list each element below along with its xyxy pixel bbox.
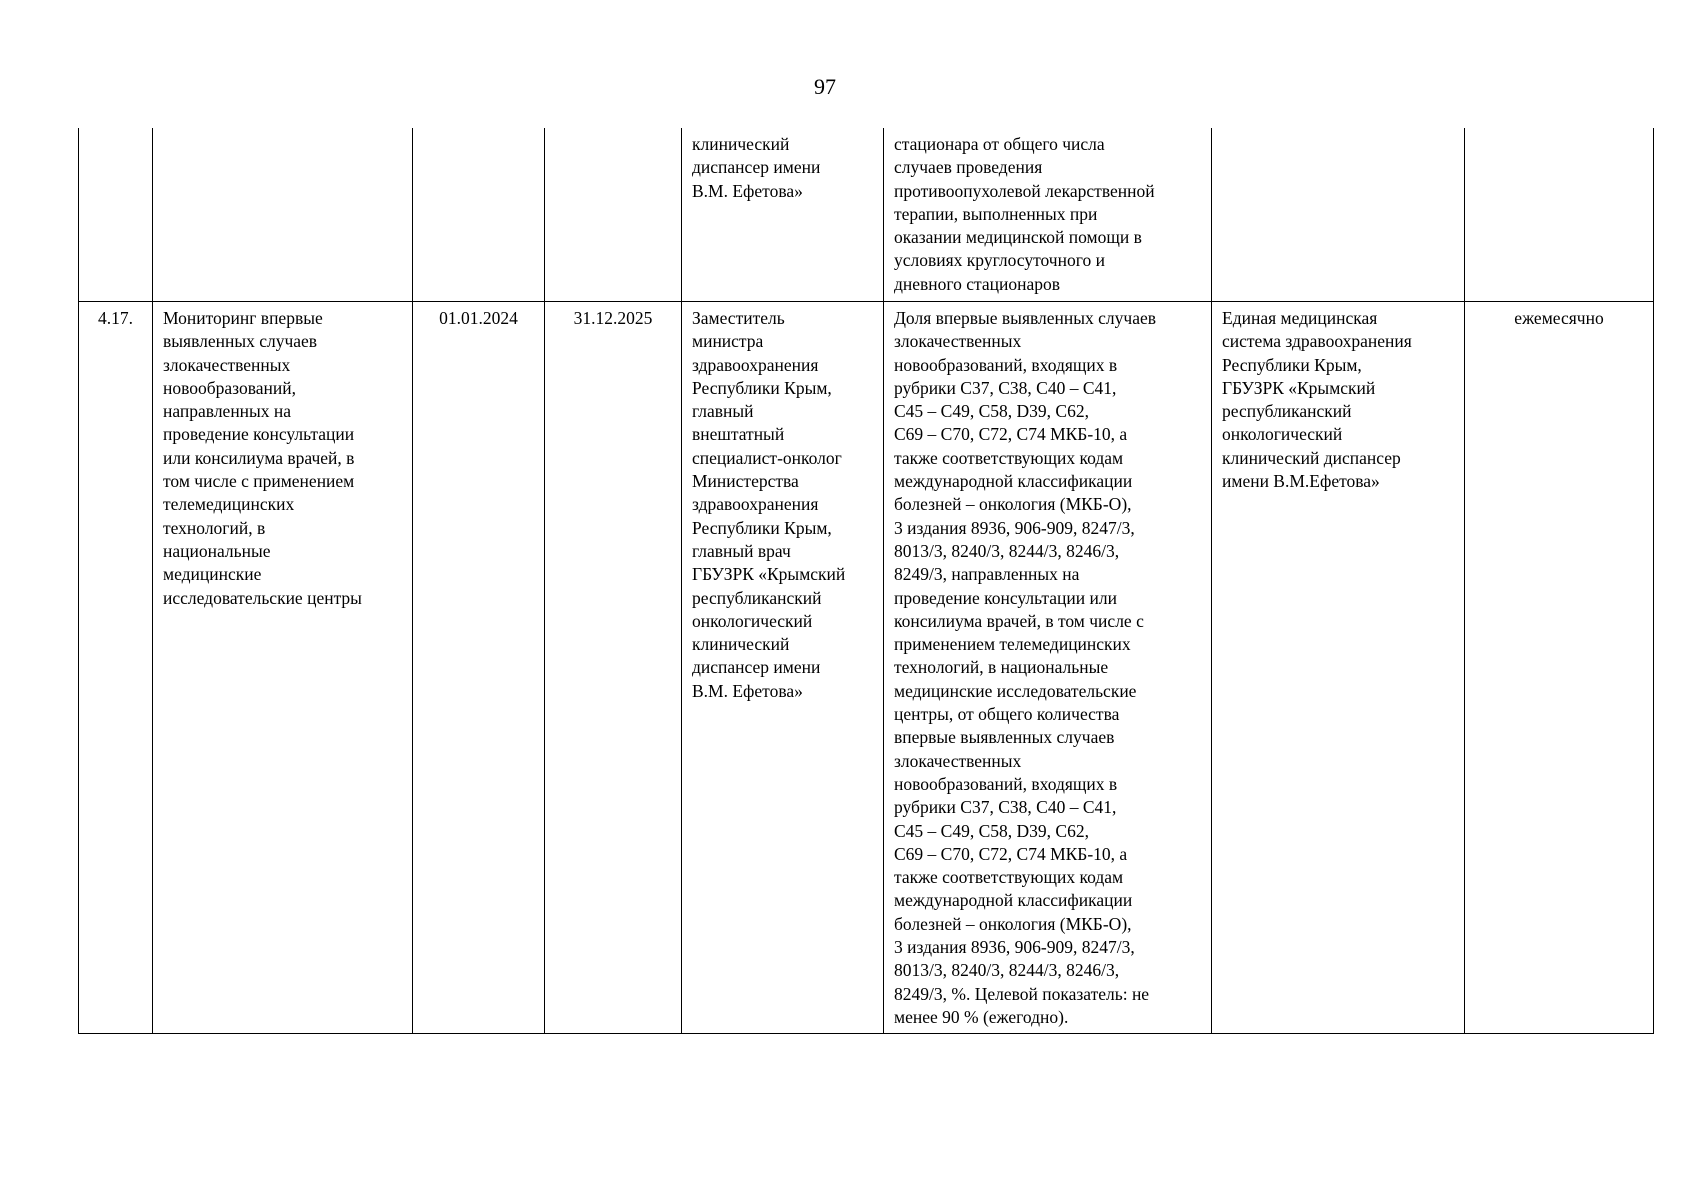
- text-line: международной классификации: [894, 471, 1133, 492]
- text-line: С45 – С49, С58, D39, С62,: [894, 820, 1089, 841]
- cell-number: [79, 128, 153, 302]
- text-line: диспансер имени: [692, 157, 821, 178]
- text-line: Республики Крым,: [692, 377, 832, 398]
- text-line: 3 издания 8936, 906-909, 8247/3,: [894, 517, 1135, 538]
- text-line: центры, от общего количества: [894, 704, 1120, 725]
- cell-number: 4.17.: [79, 302, 153, 1034]
- cell-indicator: [884, 302, 1212, 1034]
- cell-indicator: [884, 128, 1212, 302]
- text-line: условиях круглосуточного и: [894, 250, 1105, 271]
- cell-event: [153, 302, 413, 1034]
- text-line: проведение консультации или: [894, 587, 1117, 608]
- text-line: здравоохранения: [692, 494, 819, 515]
- text-line: С69 – С70, С72, С74 МКБ-10, а: [894, 424, 1128, 445]
- text-line: злокачественных: [894, 750, 1022, 771]
- text-line: министра: [692, 331, 764, 352]
- text-line: специалист-онколог: [692, 447, 842, 468]
- text-line: телемедицинских: [163, 494, 295, 515]
- table-body: [79, 128, 1654, 1034]
- text-line: В.М. Ефетова»: [692, 680, 803, 701]
- text-line: 8249/3, %. Целевой показатель: не: [894, 983, 1150, 1004]
- cell-information-system: [1212, 128, 1465, 302]
- page-number: 97: [814, 74, 836, 99]
- text-line: С69 – С70, С72, С74 МКБ-10, а: [894, 843, 1128, 864]
- text-line: имени В.М.Ефетова»: [1222, 471, 1380, 492]
- text-line: республиканский: [692, 587, 822, 608]
- cell-responsible: [682, 128, 884, 302]
- text-line: терапии, выполненных при: [894, 203, 1098, 224]
- text-line: злокачественных: [163, 354, 291, 375]
- text-line: дневного стационаров: [894, 273, 1061, 294]
- text-line: внештатный: [692, 424, 785, 445]
- text-line: онкологический: [1222, 424, 1343, 445]
- text-line: рубрики С37, С38, С40 – С41,: [894, 797, 1117, 818]
- text-line: применением телемедицинских: [894, 634, 1131, 655]
- text-line: медицинские исследовательские: [894, 680, 1137, 701]
- text-line: Республики Крым,: [692, 517, 832, 538]
- text-line: новообразований,: [163, 377, 297, 398]
- text-line: 3 издания 8936, 906-909, 8247/3,: [894, 937, 1135, 958]
- cell-end-date: 31.12.2025: [545, 302, 682, 1034]
- text-line: новообразований, входящих в: [894, 773, 1118, 794]
- text-line: оказании медицинской помощи в: [894, 227, 1142, 248]
- text-line: В.М. Ефетова»: [692, 180, 803, 201]
- text-line: Единая медицинская: [1222, 308, 1378, 328]
- text-line: Доля впервые выявленных случаев: [894, 308, 1156, 328]
- text-line: 8013/3, 8240/3, 8244/3, 8246/3,: [894, 540, 1120, 561]
- table-row: [79, 302, 1654, 1034]
- text-line: 8249/3, направленных на: [894, 564, 1080, 585]
- plan-table: [78, 128, 1654, 1034]
- text-line: также соответствующих кодам: [894, 867, 1124, 888]
- text-line: Мониторинг впервые: [163, 308, 323, 328]
- text-line: впервые выявленных случаев: [894, 727, 1115, 748]
- text-line: или консилиума врачей, в: [163, 447, 355, 468]
- text-line: ГБУЗРК «Крымский: [692, 564, 846, 585]
- text-line: Заместитель: [692, 308, 785, 328]
- text-line: национальные: [163, 540, 271, 561]
- text-line: здравоохранения: [692, 354, 819, 375]
- cell-responsible: [682, 302, 884, 1034]
- text-line: выявленных случаев: [163, 331, 318, 352]
- text-line: главный врач: [692, 540, 791, 561]
- text-line: Республики Крым,: [1222, 354, 1362, 375]
- text-line: направленных на: [163, 401, 292, 422]
- cell-event: [153, 128, 413, 302]
- text-line: болезней – онкология (МКБ-О),: [894, 913, 1132, 934]
- text-line: главный: [692, 401, 754, 422]
- text-line: противоопухолевой лекарственной: [894, 180, 1155, 201]
- text-line: республиканский: [1222, 401, 1352, 422]
- cell-start-date: 01.01.2024: [413, 302, 545, 1034]
- text-line: новообразований, входящих в: [894, 354, 1118, 375]
- text-line: консилиума врачей, в том числе с: [894, 610, 1144, 631]
- cell-start-date: [413, 128, 545, 302]
- text-line: диспансер имени: [692, 657, 821, 678]
- text-line: стационара от общего числа: [894, 134, 1105, 154]
- cell-frequency: [1465, 128, 1654, 302]
- text-line: ГБУЗРК «Крымский: [1222, 377, 1376, 398]
- text-line: С45 – С49, С58, D39, С62,: [894, 401, 1089, 422]
- text-line: случаев проведения: [894, 157, 1043, 178]
- text-line: Министерства: [692, 471, 799, 492]
- text-line: клинический: [692, 634, 790, 655]
- text-line: технологий, в: [163, 517, 266, 538]
- table-row: [79, 128, 1654, 302]
- text-line: клинический диспансер: [1222, 447, 1401, 468]
- cell-information-system: [1212, 302, 1465, 1034]
- text-line: медицинские: [163, 564, 262, 585]
- text-line: технологий, в национальные: [894, 657, 1109, 678]
- text-line: менее 90 % (ежегодно).: [894, 1006, 1069, 1027]
- cell-frequency: ежемесячно: [1465, 302, 1654, 1034]
- text-line: 8013/3, 8240/3, 8244/3, 8246/3,: [894, 960, 1120, 981]
- cell-end-date: [545, 128, 682, 302]
- text-line: том числе с применением: [163, 471, 355, 492]
- text-line: клинический: [692, 134, 790, 154]
- text-line: исследовательские центры: [163, 587, 362, 608]
- text-line: международной классификации: [894, 890, 1133, 911]
- text-line: система здравоохранения: [1222, 331, 1412, 352]
- text-line: также соответствующих кодам: [894, 447, 1124, 468]
- text-line: болезней – онкология (МКБ-О),: [894, 494, 1132, 515]
- text-line: злокачественных: [894, 331, 1022, 352]
- text-line: рубрики С37, С38, С40 – С41,: [894, 377, 1117, 398]
- text-line: проведение консультации: [163, 424, 355, 445]
- text-line: онкологический: [692, 610, 813, 631]
